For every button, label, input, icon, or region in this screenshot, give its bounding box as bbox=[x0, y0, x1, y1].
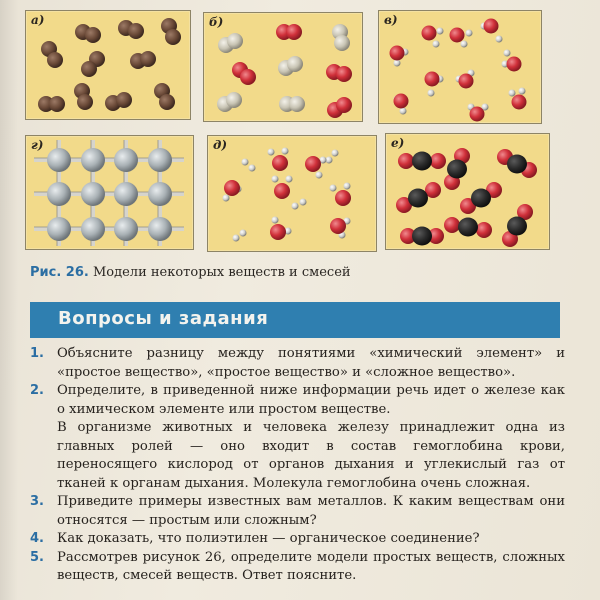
panel-label-g: г) bbox=[31, 138, 44, 152]
question-number: 2. bbox=[30, 383, 44, 398]
question-passage: В организме животных и человека железу принадлежит одна из главных ролей — оно входит в состав гемоглобина крови, переносящего кислород от органов дыхания и углекислый газ от тканей к органам дыхания. Молекула гемоглобина очень сложная. bbox=[57, 420, 565, 491]
panel-label-e: е) bbox=[391, 136, 405, 150]
figure-number: Рис. 26. bbox=[30, 265, 89, 280]
question-item bbox=[30, 345, 565, 382]
question-text: Как доказать, что полиэтилен — органическое соединение? bbox=[57, 531, 480, 546]
question-number: 4. bbox=[30, 531, 44, 546]
panel-label-a: а) bbox=[31, 13, 45, 27]
page-shadow bbox=[0, 0, 18, 600]
question-text: Объясните разницу между понятиями «химический элемент» и «простое вещество», «простое вещество» и «сложное вещество». bbox=[57, 346, 565, 380]
question-item bbox=[30, 549, 565, 586]
question-text: Определите, в приведенной ниже информации речь идет о железе как о химическом элементе или простом веществе. bbox=[57, 383, 565, 417]
question-item bbox=[30, 493, 565, 530]
question-text: Приведите примеры известных вам металлов. К каким веществам они относятся — простым или сложным? bbox=[57, 494, 565, 528]
question-item bbox=[30, 382, 565, 493]
section-banner bbox=[30, 302, 560, 338]
question-number: 1. bbox=[30, 346, 44, 361]
figure-panel-b bbox=[203, 12, 363, 122]
section-title: Вопросы и задания bbox=[58, 308, 269, 329]
carbon-dioxide-molecules-icon bbox=[386, 134, 549, 249]
panel-label-v: в) bbox=[384, 13, 398, 27]
figure-panel-e bbox=[385, 133, 550, 250]
water-molecules-icon bbox=[379, 11, 541, 123]
water-hydrogen-mixture-icon bbox=[208, 136, 376, 251]
questions-list bbox=[30, 345, 565, 586]
metal-lattice-icon bbox=[26, 136, 193, 249]
figure-panel-v bbox=[378, 10, 542, 124]
figure-panel-d bbox=[207, 135, 377, 252]
figure-panel-a bbox=[25, 10, 191, 120]
brown-diatomic-molecules-icon bbox=[26, 11, 190, 119]
question-number: 5. bbox=[30, 549, 44, 565]
panel-label-b: б) bbox=[209, 15, 224, 29]
question-number: 3. bbox=[30, 494, 44, 509]
question-item bbox=[30, 530, 565, 549]
panel-label-d: д) bbox=[213, 138, 228, 152]
figure-panel-g bbox=[25, 135, 194, 250]
question-text: Рассмотрев рисунок 26, определите модели простых веществ, сложных веществ, смесей веществ. Ответ поясните. bbox=[57, 549, 565, 583]
gas-mixture-molecules-icon bbox=[204, 13, 362, 121]
figure-caption bbox=[30, 265, 351, 280]
figure-caption-text: Модели некоторых веществ и смесей bbox=[88, 265, 351, 280]
